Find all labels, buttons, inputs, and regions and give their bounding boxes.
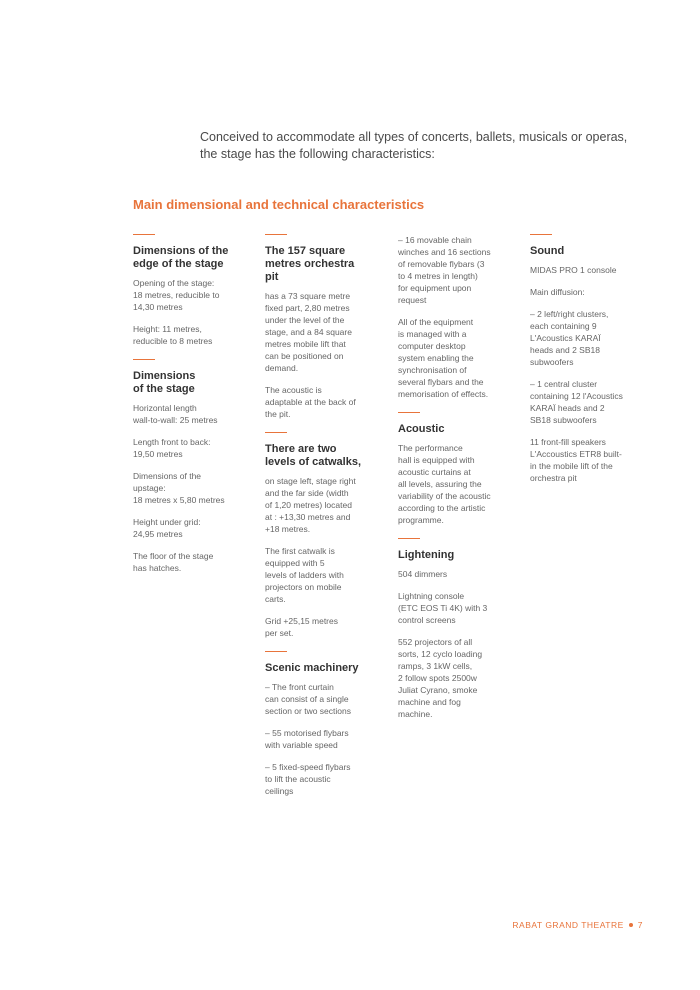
section-paragraph: – 2 left/right clusters, each containing 9 L'Acoustics KARAÏ heads and 2 SB18 subwoofers — [530, 309, 609, 367]
section-title: Lightening — [398, 549, 455, 561]
intro-line-2: the stage has the following characteristics: — [200, 147, 435, 161]
section-title: There are two levels of catwalks, — [265, 443, 361, 468]
spec-section — [133, 359, 249, 574]
section-heading: Main dimensional and technical characteristics — [133, 197, 425, 212]
section-paragraph: Dimensions of the upstage: 18 metres x 5,80 metres — [133, 471, 225, 505]
section-divider — [265, 651, 287, 652]
section-title: The 157 square metres orchestra pit — [265, 245, 355, 283]
column-2 — [265, 234, 369, 809]
section-divider — [133, 234, 155, 235]
section-title: Sound — [530, 245, 565, 257]
section-paragraph: Lightning console (ETC EOS Ti 4K) with 3 control screens — [398, 591, 488, 625]
section-divider — [398, 538, 420, 539]
section-title: Dimensions of the edge of the stage — [133, 245, 229, 270]
spec-section — [265, 234, 369, 420]
section-paragraph: Height: 11 metres, reducible to 8 metres — [133, 324, 213, 346]
section-paragraph: The performance hall is equipped with acoustic curtains at all levels, assuring the variability of the acoustic according to the artistic programme. — [398, 443, 491, 525]
page-number: 7 — [637, 920, 643, 930]
section-paragraph: – 1 central cluster containing 12 l'Acoustics KARAÏ heads and 2 SB18 subwoofers — [530, 379, 623, 425]
footer-dot-icon — [629, 923, 633, 927]
spec-section — [398, 412, 504, 526]
spec-section — [398, 538, 504, 720]
section-paragraph: The floor of the stage has hatches. — [133, 551, 214, 573]
section-paragraph: Main diffusion: — [530, 287, 585, 297]
section-paragraph: has a 73 square metre fixed part, 2,80 metres under the level of the stage, and a 84 square metres mobile lift that can be positioned on demand. — [265, 291, 352, 373]
spec-section — [133, 234, 249, 347]
section-paragraph: 504 dimmers — [398, 569, 448, 579]
intro-line-1: Conceived to accommodate all types of concerts, ballets, musicals or operas, — [200, 130, 628, 144]
section-divider — [265, 234, 287, 235]
section-paragraph: – 55 motorised flybars with variable speed — [265, 728, 349, 750]
section-divider — [530, 234, 552, 235]
spec-section — [530, 234, 642, 484]
section-divider — [398, 412, 420, 413]
section-title: Acoustic — [398, 423, 445, 435]
column-4 — [530, 234, 642, 496]
section-paragraph: Grid +25,15 metres per set. — [265, 616, 338, 638]
section-title: Scenic machinery — [265, 662, 359, 674]
section-paragraph: – The front curtain can consist of a single section or two sections — [265, 682, 351, 716]
section-paragraph: – 5 fixed-speed flybars to lift the acoustic ceilings — [265, 762, 351, 796]
section-paragraph: – 16 movable chain winches and 16 sections of removable flybars (3 to 4 metres in length) for equipment upon request — [398, 235, 491, 305]
footer-title: RABAT GRAND THEATRE — [512, 920, 624, 930]
section-paragraph: Length front to back: 19,50 metres — [133, 437, 211, 459]
column-3 — [398, 234, 504, 732]
section-paragraph: Height under grid: 24,95 metres — [133, 517, 201, 539]
section-paragraph: Horizontal length wall-to-wall: 25 metres — [133, 403, 218, 425]
section-divider — [265, 432, 287, 433]
section-title: Dimensions of the stage — [133, 370, 196, 395]
section-paragraph: MIDAS PRO 1 console — [530, 265, 617, 275]
intro-text — [200, 129, 650, 163]
section-paragraph: Opening of the stage: 18 metres, reducible to 14,30 metres — [133, 278, 220, 312]
section-paragraph: The acoustic is adaptable at the back of the pit. — [265, 385, 356, 419]
section-paragraph: 552 projectors of all sorts, 12 cyclo loading ramps, 3 1kW cells, 2 follow spots 2500w Juliat Cyrano, smoke machine and fog machine. — [398, 637, 483, 719]
column-1 — [133, 234, 249, 586]
section-paragraph: All of the equipment is managed with a computer desktop system enabling the synchronisation of several flybars and the memorisation of effects. — [398, 317, 489, 399]
spec-section — [265, 651, 369, 797]
section-paragraph: The first catwalk is equipped with 5 levels of ladders with projectors on mobile carts. — [265, 546, 344, 604]
section-paragraph: 11 front-fill speakers L'Accoustics ETR8 built- in the mobile lift of the orchestra pit — [530, 437, 622, 483]
page-footer — [512, 920, 643, 930]
section-paragraph: on stage left, stage right and the far side (width of 1,20 metres) located at : +13,30 metres and +18 metres. — [265, 476, 356, 534]
spec-section — [265, 432, 369, 639]
spec-section — [398, 234, 504, 400]
section-divider — [133, 359, 155, 360]
